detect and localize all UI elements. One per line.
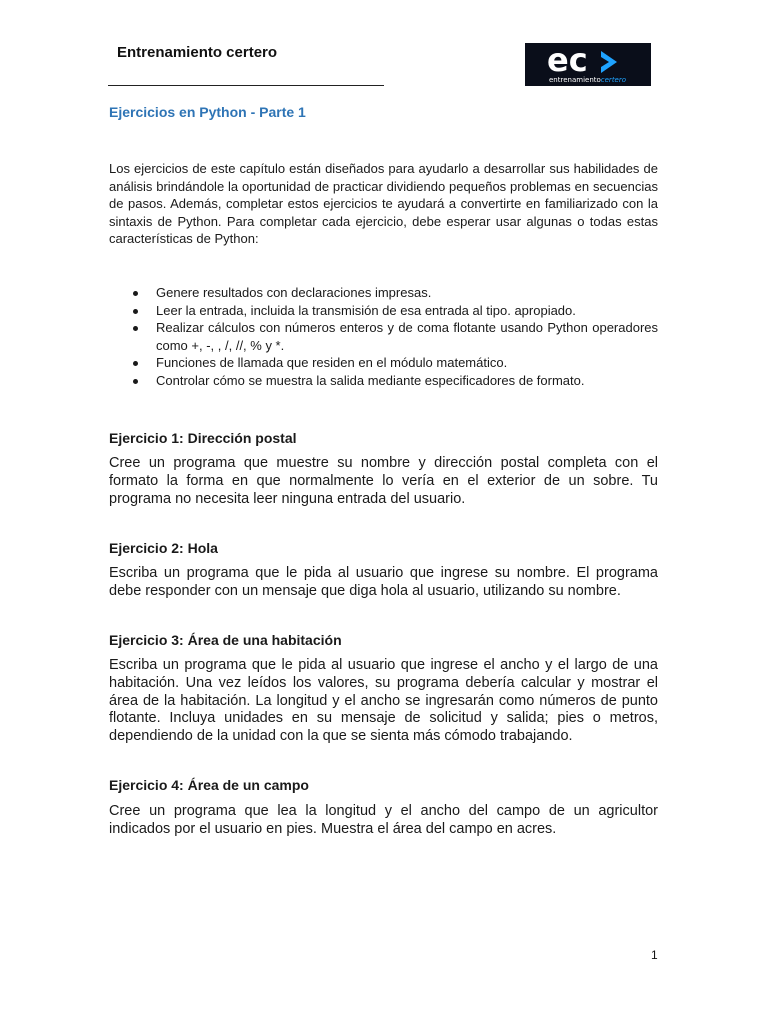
header-title: Entrenamiento certero bbox=[117, 44, 278, 61]
intro-paragraph: Los ejercicios de este capítulo están diseñados para ayudarlo a desarrollar sus habilidades de análisis brindándole la oportunidad de practicar dividiendo pequeños problemas en secuencias de pasos. Además, completar estos ejercicios te ayudará a convertirte en familiarizado con la sintaxis de Python. Para completar cada ejercicio, debe esperar usar algunas o todas estas características de Python: bbox=[109, 161, 658, 247]
list-item: Genere resultados con declaraciones impresas. bbox=[109, 284, 658, 302]
exercise-1-body: Cree un programa que muestre su nombre y dirección postal completa con el formato la forma en que normalmente lo vería en el exterior de un sobre. Tu programa no necesita leer ninguna entrada del usuario. bbox=[109, 455, 658, 507]
exercise-3-title: Ejercicio 3: Área de una habitación bbox=[109, 632, 342, 648]
list-item: Funciones de llamada que residen en el módulo matemático. bbox=[109, 354, 658, 372]
list-item: Realizar cálculos con números enteros y de coma flotante usando Python operadores como +, -, , /, //, % y *. bbox=[109, 319, 658, 354]
company-logo bbox=[525, 43, 651, 86]
logo-mark: ec bbox=[547, 43, 588, 79]
logo-caption-main: entrenamiento bbox=[549, 76, 601, 84]
exercise-4-title: Ejercicio 4: Área de un campo bbox=[109, 777, 309, 793]
exercise-1-title: Ejercicio 1: Dirección postal bbox=[109, 430, 297, 446]
page-number: 1 bbox=[651, 948, 658, 962]
exercise-3-body: Escriba un programa que le pida al usuario que ingrese el ancho y el largo de una habitación. Una vez leídos los valores, su programa debería calcular y mostrar el área de la habitación. La longitud y el ancho se ingresarán como números de punto flotante. Incluya unidades en su mensaje de solicitud y salida; pies o metros, dependiendo de la unidad con la que se sienta más cómodo trabajando. bbox=[109, 657, 658, 745]
list-item: Controlar cómo se muestra la salida mediante especificadores de formato. bbox=[109, 372, 658, 390]
exercise-2-title: Ejercicio 2: Hola bbox=[109, 540, 218, 556]
svg-text:entrenamientocertero bbox=[549, 76, 626, 84]
feature-list bbox=[109, 284, 658, 390]
section-title: Ejercicios en Python - Parte 1 bbox=[109, 104, 306, 120]
logo-caption-accent: certero bbox=[600, 76, 627, 84]
exercise-2-body: Escriba un programa que le pida al usuario que ingrese su nombre. El programa debe responder con un mensaje que diga hola al usuario, utilizando su nombre. bbox=[109, 565, 658, 599]
logo-chevron-icon bbox=[601, 51, 617, 73]
exercise-4-body: Cree un programa que lea la longitud y el ancho del campo de un agricultor indicados por el usuario en pies. Muestra el área del campo en acres. bbox=[109, 803, 658, 837]
list-item: Leer la entrada, incluida la transmisión de esa entrada al tipo. apropiado. bbox=[109, 302, 658, 320]
logo-graphic bbox=[525, 43, 651, 86]
header-divider bbox=[108, 85, 384, 86]
